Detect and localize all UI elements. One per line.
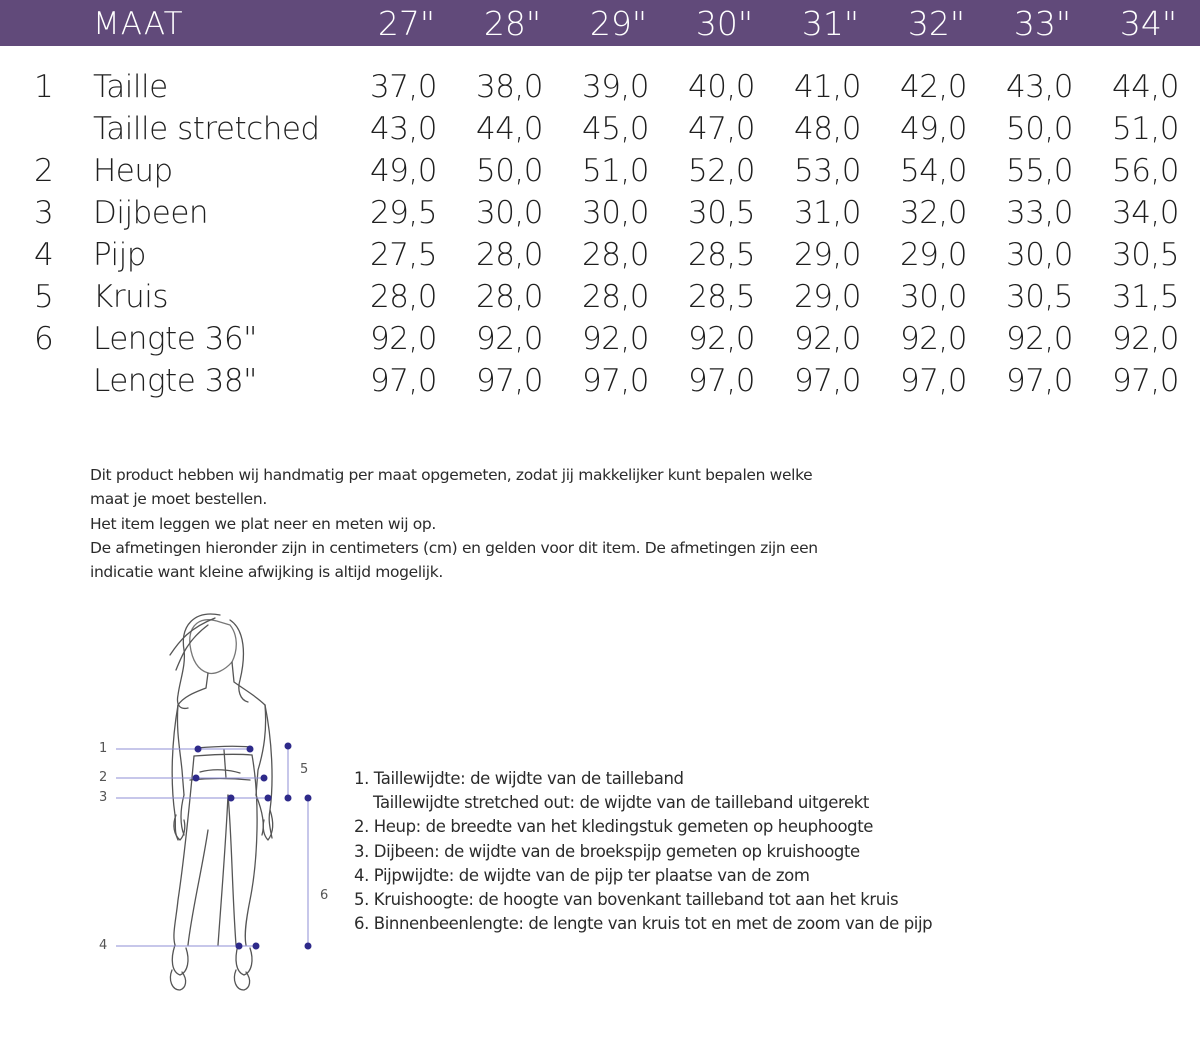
row-label: Heup	[93, 153, 173, 189]
intro-line: maat je moet bestellen.	[90, 490, 267, 509]
cell-value: 92,0	[369, 321, 437, 357]
cell-value: 51,0	[581, 153, 649, 189]
table-row	[0, 66, 1200, 108]
row-label: Lengte 36"	[93, 321, 257, 357]
cell-value: 29,5	[369, 195, 437, 231]
cell-value: 28,0	[581, 237, 649, 273]
cell-value: 56,0	[1111, 153, 1179, 189]
cell-value: 97,0	[1111, 363, 1179, 399]
table-row	[0, 234, 1200, 276]
table-row	[0, 108, 1200, 150]
cell-value: 51,0	[1111, 111, 1179, 147]
row-label: Lengte 38"	[93, 363, 257, 399]
cell-value: 49,0	[899, 111, 967, 147]
row-number: 2	[34, 153, 54, 189]
cell-value: 92,0	[475, 321, 543, 357]
measurement-figure	[80, 600, 350, 1020]
cell-value: 34,0	[1111, 195, 1179, 231]
cell-value: 30,0	[475, 195, 543, 231]
cell-value: 30,5	[1111, 237, 1179, 273]
cell-value: 31,0	[793, 195, 861, 231]
cell-value: 42,0	[899, 69, 967, 105]
size-header-28: 28"	[483, 4, 541, 43]
size-header-30: 30"	[695, 4, 753, 43]
cell-value: 52,0	[687, 153, 755, 189]
cell-value: 28,0	[581, 279, 649, 315]
cell-value: 97,0	[475, 363, 543, 399]
size-header-34: 34"	[1119, 4, 1177, 43]
legend-item: 2. Heup: de breedte van het kledingstuk gemeten op heuphoogte	[354, 817, 874, 837]
table-row	[0, 360, 1200, 402]
intro-line: De afmetingen hieronder zijn in centimeters (cm) en gelden voor dit item. De afmetingen zijn een	[90, 538, 818, 557]
cell-value: 30,0	[581, 195, 649, 231]
size-header-33: 33"	[1013, 4, 1071, 43]
cell-value: 28,5	[687, 237, 755, 273]
cell-value: 44,0	[475, 111, 543, 147]
cell-value: 53,0	[793, 153, 861, 189]
cell-value: 28,0	[475, 279, 543, 315]
cell-value: 50,0	[475, 153, 543, 189]
size-header-27: 27"	[377, 4, 435, 43]
row-number: 4	[34, 237, 54, 273]
cell-value: 43,0	[1005, 69, 1073, 105]
cell-value: 97,0	[369, 363, 437, 399]
cell-value: 29,0	[899, 237, 967, 273]
cell-value: 55,0	[1005, 153, 1073, 189]
cell-value: 97,0	[687, 363, 755, 399]
cell-value: 50,0	[1005, 111, 1073, 147]
cell-value: 45,0	[581, 111, 649, 147]
size-header-31: 31"	[801, 4, 859, 43]
table-row	[0, 318, 1200, 360]
row-number: 6	[34, 321, 54, 357]
intro-line: Dit product hebben wij handmatig per maat opgemeten, zodat jij makkelijker kunt bepalen welke	[90, 466, 813, 484]
cell-value: 92,0	[1111, 321, 1179, 357]
cell-value: 29,0	[793, 279, 861, 315]
row-label: Taille	[93, 69, 168, 105]
cell-value: 97,0	[899, 363, 967, 399]
intro-line: indicatie want kleine afwijking is altijd mogelijk.	[90, 563, 443, 582]
measurement-legend	[354, 767, 974, 936]
legend-item: 5. Kruishoogte: de hoogte van bovenkant tailleband tot aan het kruis	[354, 890, 899, 910]
intro-line: Het item leggen we plat neer en meten wij op.	[90, 514, 436, 533]
row-number: 3	[34, 195, 54, 231]
cell-value: 30,0	[899, 279, 967, 315]
woman-figure-illustration	[80, 600, 350, 1020]
row-label: Kruis	[93, 279, 168, 315]
cell-value: 28,5	[687, 279, 755, 315]
cell-value: 30,5	[687, 195, 755, 231]
cell-value: 32,0	[899, 195, 967, 231]
cell-value: 28,0	[475, 237, 543, 273]
cell-value: 48,0	[793, 111, 861, 147]
measurement-intro	[90, 463, 890, 584]
marker-label-4: 4	[99, 938, 108, 953]
table-row	[0, 276, 1200, 318]
cell-value: 37,0	[369, 69, 437, 105]
cell-value: 29,0	[793, 237, 861, 273]
cell-value: 92,0	[581, 321, 649, 357]
size-header-29: 29"	[589, 4, 647, 43]
cell-value: 30,0	[1005, 237, 1073, 273]
cell-value: 43,0	[369, 111, 437, 147]
cell-value: 33,0	[1005, 195, 1073, 231]
cell-value: 30,5	[1005, 279, 1073, 315]
cell-value: 41,0	[793, 69, 861, 105]
cell-value: 28,0	[369, 279, 437, 315]
legend-item: Taillewijdte stretched out: de wijdte van de tailleband uitgerekt	[373, 793, 869, 813]
row-number: 5	[34, 279, 54, 315]
marker-label-6: 6	[320, 888, 329, 903]
legend-item: 4. Pijpwijdte: de wijdte van de pijp ter plaatse van de zom	[354, 865, 810, 885]
cell-value: 31,5	[1111, 279, 1179, 315]
cell-value: 92,0	[899, 321, 967, 357]
size-header-bar	[0, 0, 1200, 46]
marker-label-2: 2	[99, 770, 108, 785]
cell-value: 97,0	[581, 363, 649, 399]
row-label: Pijp	[93, 237, 146, 273]
size-header-32: 32"	[907, 4, 965, 43]
cell-value: 54,0	[899, 153, 967, 189]
cell-value: 27,5	[369, 237, 437, 273]
cell-value: 38,0	[475, 69, 543, 105]
cell-value: 92,0	[687, 321, 755, 357]
marker-label-5: 5	[300, 762, 309, 777]
legend-item: 1. Taillewijdte: de wijdte van de tailleband	[354, 769, 684, 788]
cell-value: 97,0	[793, 363, 861, 399]
table-row	[0, 192, 1200, 234]
cell-value: 39,0	[581, 69, 649, 105]
cell-value: 49,0	[369, 153, 437, 189]
cell-value: 92,0	[793, 321, 861, 357]
cell-value: 97,0	[1005, 363, 1073, 399]
cell-value: 44,0	[1111, 69, 1179, 105]
size-header-label: MAAT	[93, 6, 184, 42]
legend-item: 6. Binnenbeenlengte: de lengte van kruis tot en met de zoom van de pijp	[354, 914, 933, 934]
row-number: 1	[34, 69, 54, 105]
cell-value: 40,0	[687, 69, 755, 105]
marker-label-3: 3	[99, 790, 108, 805]
cell-value: 92,0	[1005, 321, 1073, 357]
marker-label-1: 1	[99, 741, 108, 756]
row-label: Dijbeen	[93, 195, 209, 231]
table-row	[0, 150, 1200, 192]
row-label: Taille stretched	[93, 111, 320, 147]
legend-item: 3. Dijbeen: de wijdte van de broekspijp gemeten op kruishoogte	[354, 841, 860, 861]
cell-value: 47,0	[687, 111, 755, 147]
